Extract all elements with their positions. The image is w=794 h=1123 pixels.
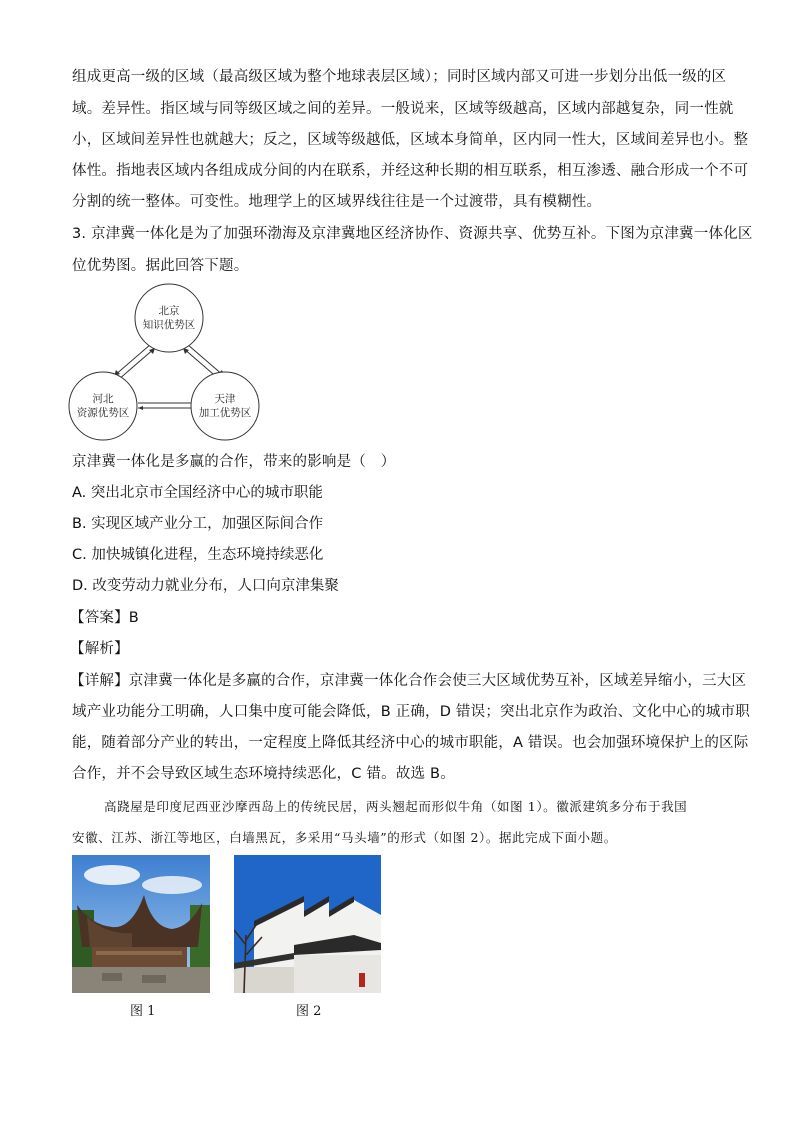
paragraph-line: 体性。指地表区域内各组成成分间的内在联系，并经这种长期的相互联系，相互渗透、融合形成一个不可: [72, 163, 749, 179]
intro-line: 高跷屋是印度尼西亚沙摩西岛上的传统民居，两头翘起而形似牛角（如图 1）。徽派建筑多分布于我国: [104, 799, 688, 814]
option-a: A. 突出北京市全国经济中心的城市职能: [72, 485, 323, 501]
tianjin-label: 天津: [214, 393, 236, 405]
detail-line: 域产业功能分工明确，人口集中度可能会降低，B 正确，D 错误；突出北京作为政治、文化中心的城市职: [72, 704, 750, 720]
tianjin-sublabel: 加工优势区: [198, 407, 252, 419]
beijing-label: 北京: [158, 305, 180, 317]
tianjin-node: [191, 372, 259, 440]
beijing-sublabel: 知识优势区: [142, 319, 196, 331]
answer-line: 【答案】B: [70, 610, 139, 626]
paragraph-line: 分割的统一整体。可变性。地理学上的区域界线往往是一个过渡带，具有模糊性。: [72, 194, 602, 210]
detail-line: 合作，并不会导致区域生态环境持续恶化，C 错。故选 B。: [72, 766, 455, 782]
paragraph-line: 小，区域间差异性也就越大；反之，区域等级越低，区域本身简单，区内同一性大，区域间差异也小。整: [72, 132, 749, 148]
intro-line: 安徽、江苏、浙江等地区，白墙黑瓦，多采用“马头墙”的形式（如图 2）。据此完成下面小题。: [72, 830, 617, 845]
paragraph-line: 域。差异性。指区域与同等级区域之间的差异。一般说来，区域等级越高，区域内部越复杂，同一性就: [72, 101, 734, 117]
hebei-sublabel: 资源优势区: [76, 407, 130, 419]
figure-1-photo: [72, 855, 210, 993]
figure-2-caption: 图 2: [296, 1004, 322, 1019]
hebei-node: [69, 372, 137, 440]
figure-1-caption: 图 1: [130, 1004, 156, 1019]
option-c: C. 加快城镇化进程，生态环境持续恶化: [72, 547, 324, 563]
paragraph-line: 组成更高一级的区域（最高级区域为整个地球表层区域）；同时区域内部又可进一步划分出低一级的区: [72, 69, 727, 85]
beijing-node: [135, 284, 203, 352]
detail-line: 【详解】京津冀一体化是多赢的合作，京津冀一体化合作会使三大区域优势互补，区域差异缩小，三大区: [70, 673, 747, 689]
question-prompt: 京津冀一体化是多赢的合作，带来的影响是（ ）: [72, 454, 396, 470]
hebei-label: 河北: [92, 393, 114, 405]
region-advantage-diagram: [66, 282, 272, 444]
option-d: D. 改变劳动力就业分布，人口向京津集聚: [72, 578, 339, 594]
question-stem-line: 位优势图。据此回答下题。: [72, 258, 249, 274]
detail-line: 能，随着部分产业的转出，一定程度上降低其经济中心的城市职能，A 错误。也会加强环境保护上的区际: [72, 735, 749, 751]
option-b: B. 实现区域产业分工，加强区际间合作: [72, 516, 324, 532]
analysis-title: 【解析】: [70, 641, 129, 657]
question-stem-line: 3. 京津冀一体化是为了加强环渤海及京津冀地区经济协作、资源共享、优势互补。下图为京津冀一体化区: [72, 226, 753, 242]
figure-2-photo: [234, 855, 381, 993]
